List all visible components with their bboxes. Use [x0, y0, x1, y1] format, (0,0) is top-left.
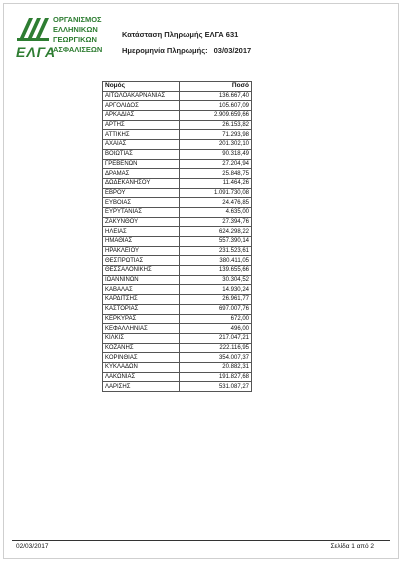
prefecture-cell: ΕΥΡΥΤΑΝΙΑΣ: [103, 207, 180, 217]
payment-date-line: [122, 46, 251, 55]
table-row: [103, 304, 252, 314]
amount-cell: 217.047,21: [180, 333, 252, 343]
table-header-row: [103, 82, 252, 92]
amount-cell: 1.091.730,08: [180, 188, 252, 198]
amount-cell: 222.116,95: [180, 343, 252, 353]
prefecture-cell: ΗΛΕΙΑΣ: [103, 227, 180, 237]
prefecture-cell: ΚΑΡΔΙΤΣΗΣ: [103, 295, 180, 305]
table-row: [103, 343, 252, 353]
prefecture-cell: ΚΕΦΑΛΛΗΝΙΑΣ: [103, 324, 180, 334]
table-row: [103, 333, 252, 343]
amount-cell: 231.523,61: [180, 246, 252, 256]
amount-cell: 105.607,09: [180, 101, 252, 111]
prefecture-cell: ΚΥΚΛΑΔΩΝ: [103, 362, 180, 372]
table-row: [103, 217, 252, 227]
table-row: [103, 246, 252, 256]
prefecture-cell: ΑΡΤΗΣ: [103, 120, 180, 130]
logo-organization-name: [53, 15, 102, 55]
prefecture-cell: ΑΧΑΙΑΣ: [103, 140, 180, 150]
table-row: [103, 130, 252, 140]
logo-line: ΓΕΩΡΓΙΚΩΝ: [53, 35, 97, 44]
prefecture-cell: ΑΡΚΑΔΙΑΣ: [103, 111, 180, 121]
document-title: Κατάσταση Πληρωμής ΕΛΓΑ 631: [122, 30, 239, 39]
amount-cell: 380.411,05: [180, 256, 252, 266]
payment-date-value: 03/03/2017: [213, 46, 252, 55]
table-row: [103, 159, 252, 169]
table-row: [103, 227, 252, 237]
table-row: [103, 324, 252, 334]
prefecture-cell: ΑΙΤΩΛΟΑΚΑΡΝΑΝΙΑΣ: [103, 91, 180, 101]
prefecture-cell: ΘΕΣΠΡΩΤΙΑΣ: [103, 256, 180, 266]
amount-cell: 25.848,75: [180, 169, 252, 179]
amount-cell: 26.961,77: [180, 295, 252, 305]
column-header-prefecture: Νομός: [103, 82, 180, 92]
table-row: [103, 362, 252, 372]
prefecture-cell: ΕΒΡΟΥ: [103, 188, 180, 198]
table-row: [103, 256, 252, 266]
prefecture-cell: ΛΑΡΙΣΗΣ: [103, 382, 180, 392]
table-row: [103, 120, 252, 130]
amount-cell: 354.007,37: [180, 353, 252, 363]
table-row: [103, 169, 252, 179]
prefecture-cell: ΘΕΣΣΑΛΟΝΙΚΗΣ: [103, 266, 180, 276]
prefecture-cell: ΚΟΡΙΝΘΙΑΣ: [103, 353, 180, 363]
footer-date: 02/03/2017: [16, 543, 49, 550]
document-page: [3, 3, 399, 559]
table-row: [103, 207, 252, 217]
amount-cell: 71.293,98: [180, 130, 252, 140]
amount-cell: 496,00: [180, 324, 252, 334]
table-row: [103, 178, 252, 188]
table-row: [103, 353, 252, 363]
amount-cell: 20.882,31: [180, 362, 252, 372]
table-row: [103, 275, 252, 285]
payment-date-label: Ημερομηνία Πληρωμής:: [122, 46, 208, 55]
table-row: [103, 91, 252, 101]
prefecture-cell: ΔΩΔΕΚΑΝΗΣΟΥ: [103, 178, 180, 188]
amount-cell: 11.464,26: [180, 178, 252, 188]
column-header-amount: Ποσό: [180, 82, 252, 92]
table-row: [103, 111, 252, 121]
prefecture-cell: ΑΤΤΙΚΗΣ: [103, 130, 180, 140]
table-row: [103, 372, 252, 382]
table-row: [103, 295, 252, 305]
table-row: [103, 140, 252, 150]
amount-cell: 191.827,68: [180, 372, 252, 382]
table-body: [103, 91, 252, 391]
prefecture-cell: ΚΙΛΚΙΣ: [103, 333, 180, 343]
logo-line: ΟΡΓΑΝΙΣΜΟΣ: [53, 15, 102, 24]
amount-cell: 139.655,66: [180, 266, 252, 276]
logo-abbreviation: ΕΛΓΑ: [16, 44, 57, 60]
logo-line: ΑΣΦΑΛΙΣΕΩΝ: [53, 45, 103, 54]
page-number: Σελίδα 1 από 2: [330, 543, 374, 550]
prefecture-cell: ΚΑΒΑΛΑΣ: [103, 285, 180, 295]
prefecture-cell: ΔΡΑΜΑΣ: [103, 169, 180, 179]
footer-divider: [12, 540, 390, 541]
prefecture-cell: ΛΑΚΩΝΙΑΣ: [103, 372, 180, 382]
prefecture-cell: ΙΩΑΝΝΙΝΩΝ: [103, 275, 180, 285]
table-row: [103, 198, 252, 208]
table-row: [103, 101, 252, 111]
wheat-logo-icon: [15, 14, 51, 42]
table-row: [103, 382, 252, 392]
amount-cell: 24.476,85: [180, 198, 252, 208]
table-row: [103, 266, 252, 276]
amount-cell: 697.007,76: [180, 304, 252, 314]
table-row: [103, 285, 252, 295]
prefecture-cell: ΓΡΕΒΕΝΩΝ: [103, 159, 180, 169]
amount-cell: 624.298,22: [180, 227, 252, 237]
amount-cell: 4.635,00: [180, 207, 252, 217]
elga-logo: [15, 14, 115, 64]
table-row: [103, 149, 252, 159]
amount-cell: 136.667,40: [180, 91, 252, 101]
amount-cell: 531.087,27: [180, 382, 252, 392]
amount-cell: 30.304,52: [180, 275, 252, 285]
table-row: [103, 188, 252, 198]
prefecture-cell: ΚΟΖΑΝΗΣ: [103, 343, 180, 353]
prefecture-cell: ΑΡΓΟΛΙΔΟΣ: [103, 101, 180, 111]
amount-cell: 557.390,14: [180, 237, 252, 247]
amount-cell: 2.909.659,66: [180, 111, 252, 121]
prefecture-cell: ΖΑΚΥΝΘΟΥ: [103, 217, 180, 227]
prefecture-cell: ΗΜΑΘΙΑΣ: [103, 237, 180, 247]
prefecture-cell: ΕΥΒΟΙΑΣ: [103, 198, 180, 208]
amount-cell: 14.930,24: [180, 285, 252, 295]
payments-table: [102, 81, 252, 392]
amount-cell: 201.302,10: [180, 140, 252, 150]
amount-cell: 26.153,82: [180, 120, 252, 130]
amount-cell: 27.394,76: [180, 217, 252, 227]
prefecture-cell: ΚΑΣΤΟΡΙΑΣ: [103, 304, 180, 314]
table-row: [103, 237, 252, 247]
amount-cell: 90.318,49: [180, 149, 252, 159]
amount-cell: 672,00: [180, 314, 252, 324]
logo-line: ΕΛΛΗΝΙΚΩΝ: [53, 25, 98, 34]
prefecture-cell: ΒΟΙΩΤΙΑΣ: [103, 149, 180, 159]
prefecture-cell: ΗΡΑΚΛΕΙΟΥ: [103, 246, 180, 256]
prefecture-cell: ΚΕΡΚΥΡΑΣ: [103, 314, 180, 324]
amount-cell: 27.204,94: [180, 159, 252, 169]
table-row: [103, 314, 252, 324]
